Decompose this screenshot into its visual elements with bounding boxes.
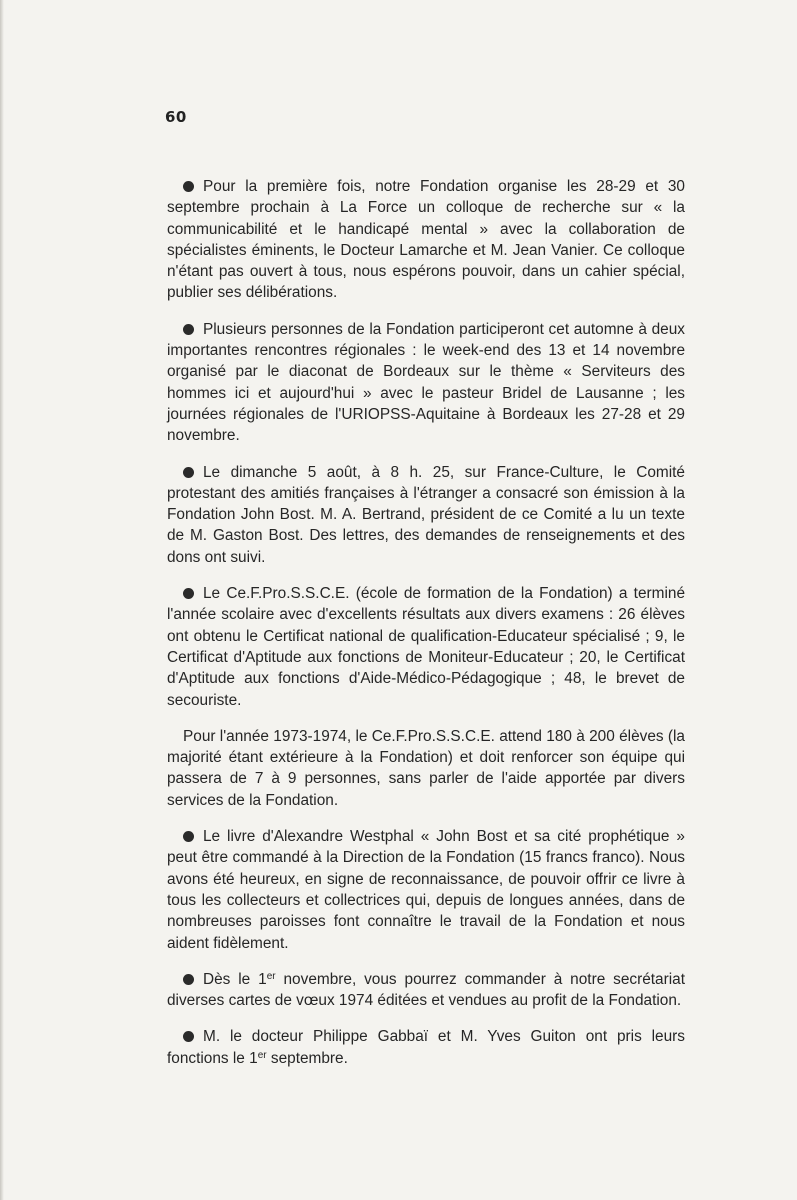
bullet-icon bbox=[183, 324, 194, 335]
paragraph-text-start: M. le docteur Philippe Gabbaï et M. Yves Guiton ont pris leurs fonctions le 1 bbox=[167, 1028, 685, 1067]
paragraph-text: Le dimanche 5 août, à 8 h. 25, sur France-Culture, le Comité protestant des amitiés françaises à l'étranger a consacré son émission à la Fondation John Bost. M. A. Bertrand, président de ce Comité a lu un texte de M. Gaston Bost. Des lettres, des demandes de renseignements et des dons ont suivi. bbox=[167, 463, 685, 566]
bullet-icon bbox=[183, 974, 194, 985]
paragraph-text-start: Dès le 1 bbox=[203, 970, 267, 988]
paragraph-text: Le Ce.F.Pro.S.S.C.E. (école de formation de la Fondation) a terminé l'année scolaire avec d'excellents résultats aux divers examens : 26 élèves ont obtenu le Certificat national de qualification-Educateur spécialisé ; 9, le Certificat d'Aptitude aux fonctions de Moniteur-Educateur ; 20, le Certificat d'Aptitude aux fonctions d'Aide-Médico-Pédagogique ; 48, le brevet de secouriste. bbox=[167, 585, 685, 709]
bullet-icon bbox=[183, 831, 194, 842]
ordinal-superscript: er bbox=[257, 1049, 267, 1061]
paragraph-text: Pour la première fois, notre Fondation organise les 28-29 et 30 septembre prochain à La Force un colloque de recherche sur « la communicabilité et le handicapé mental » avec la collaboration de spécialistes éminents, le Docteur Lamarche et M. Jean Vanier. Ce colloque n'étant pas ouvert à tous, nous espérons pouvoir, dans un cahier spécial, publier ses délibérations. bbox=[167, 178, 685, 302]
paragraph-text: Plusieurs personnes de la Fondation participeront cet automne à deux importantes rencontres régionales : le week-end des 13 et 14 novembre organisé par le diaconat de Bordeaux sur le thème « Serviteurs des hommes ici et aujourd'hui » avec le pasteur Bridel de Lausanne ; les journées régionales de l'URIOPSS-Aquitaine à Bordeaux les 27-28 et 29 novembre. bbox=[167, 320, 685, 445]
paragraph-france-culture bbox=[167, 462, 685, 568]
paragraph-nominations bbox=[167, 1026, 685, 1069]
paragraph-colloque bbox=[167, 176, 685, 304]
ordinal-superscript: er bbox=[266, 970, 276, 982]
page-number: 60 bbox=[165, 108, 187, 126]
paragraph-ecole-resultats bbox=[167, 583, 685, 711]
page-edge bbox=[0, 0, 4, 1200]
paragraph-cartes-voeux bbox=[167, 969, 685, 1012]
paragraph-text-end: septembre. bbox=[266, 1049, 348, 1067]
paragraph-text: Le livre d'Alexandre Westphal « John Bost et sa cité prophétique » peut être commandé à la Direction de la Fondation (15 francs franco). Nous avons été heureux, en signe de reconnaissance, de pouvoir offrir ce livre à tous les collecteurs et collectrices qui, depuis de longues années, dans de nombreuses paroisses font connaître le travail de la Fondation et nous aident fidèlement. bbox=[167, 828, 685, 952]
bullet-icon bbox=[183, 181, 194, 192]
paragraph-rencontres-regionales bbox=[167, 319, 685, 447]
paragraph-livre-westphal bbox=[167, 826, 685, 954]
paragraph-annee-scolaire bbox=[167, 726, 685, 811]
bullet-icon bbox=[183, 1031, 194, 1042]
bullet-icon bbox=[183, 467, 194, 478]
paragraph-text: Pour l'année 1973-1974, le Ce.F.Pro.S.S.C.E. attend 180 à 200 élèves (la majorité étant extérieure à la Fondation) et doit renforcer son équipe qui passera de 7 à 9 personnes, sans parler de l'aide apportée par divers services de la Fondation. bbox=[167, 727, 685, 809]
page-body bbox=[167, 176, 685, 1084]
bullet-icon bbox=[183, 588, 194, 599]
paragraph-text-end: novembre, vous pourrez commander à notre secrétariat diverses cartes de vœux 1974 éditées et vendues au profit de la Fondation. bbox=[167, 970, 686, 1010]
